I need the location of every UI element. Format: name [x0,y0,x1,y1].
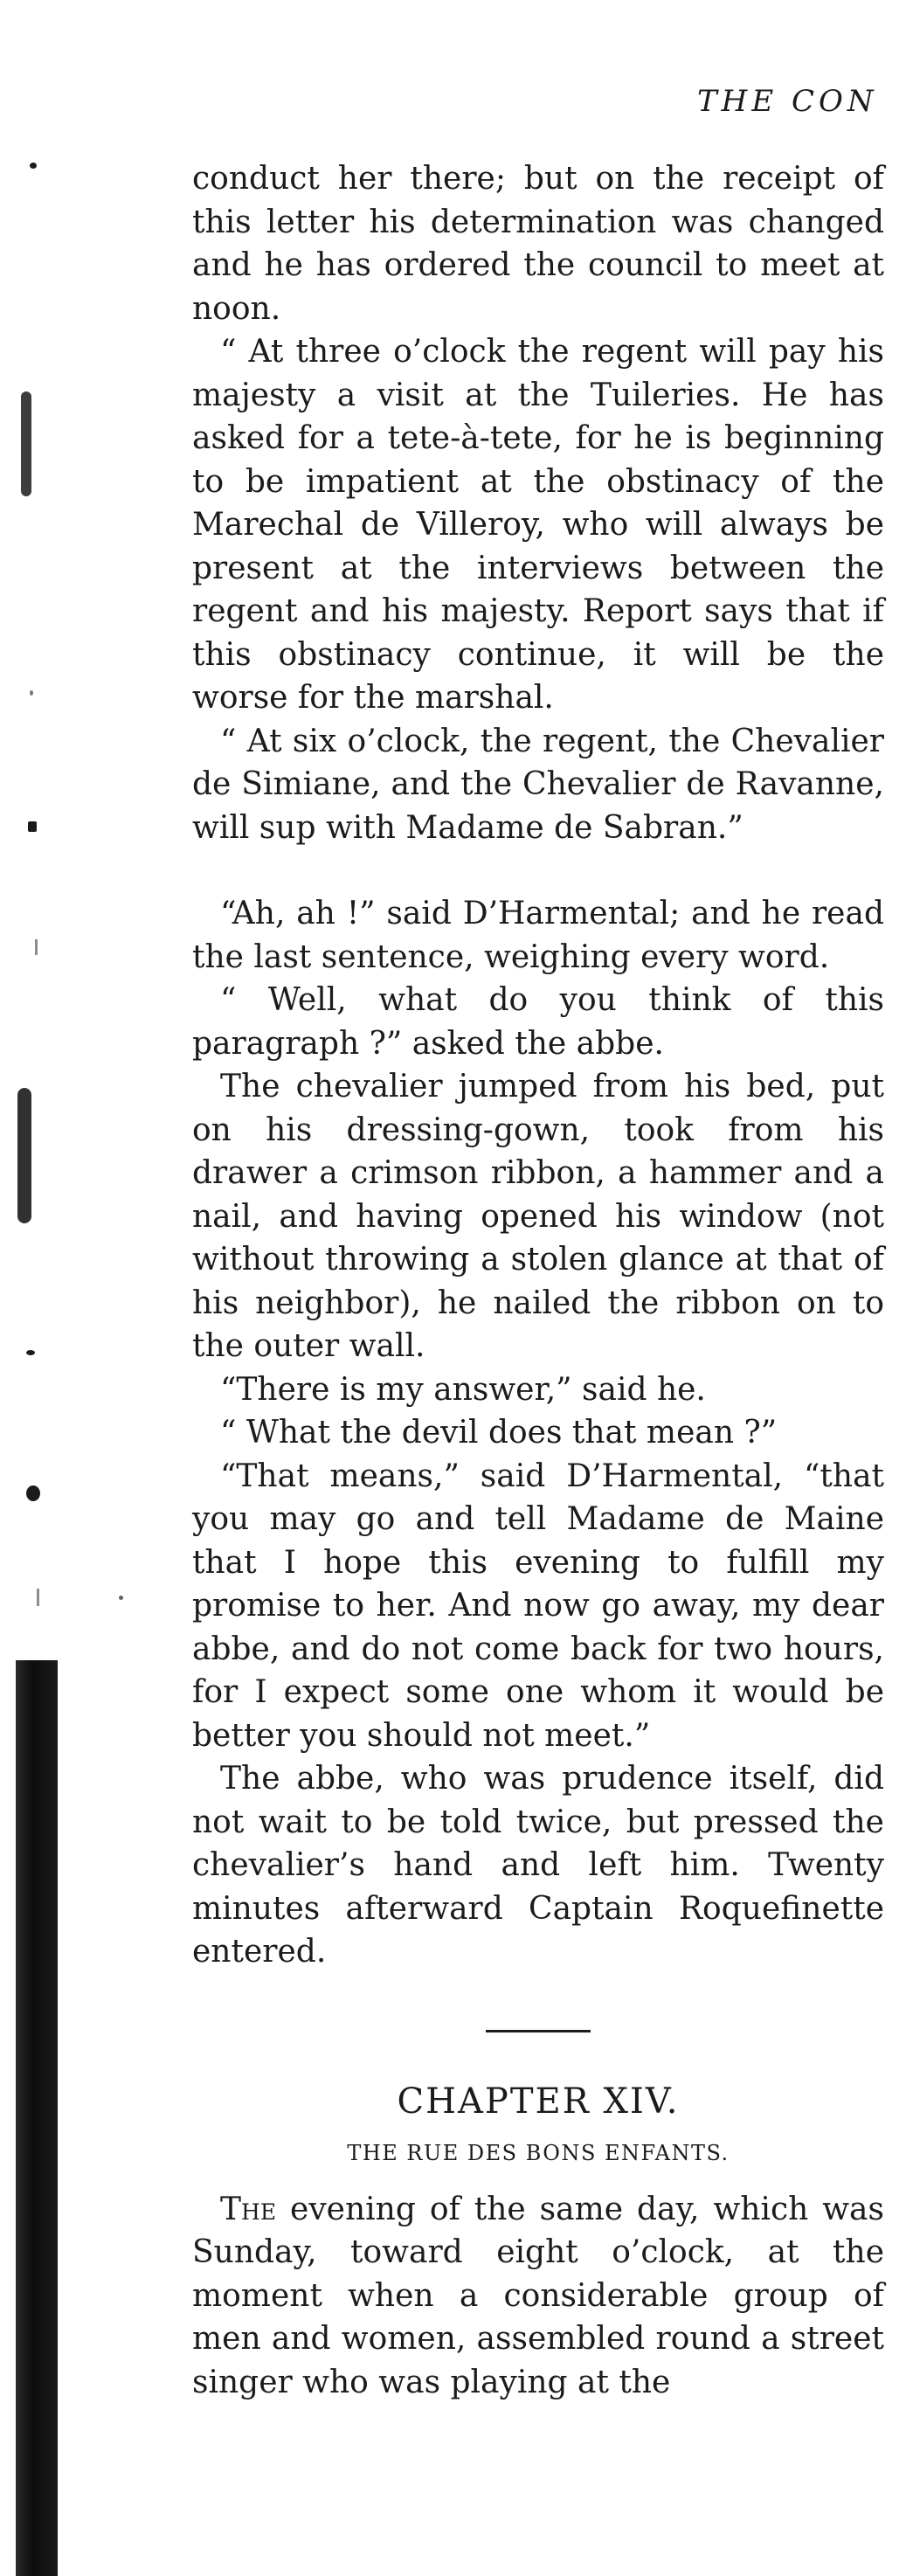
scan-speck [28,821,37,832]
section-divider [486,2030,591,2032]
scan-speck [30,690,33,696]
chapter-opening-paragraph [192,2188,884,2405]
scan-speck [21,391,31,496]
paragraph: conduct her there; but on the receipt of this letter his determination was changed and he has ordered the council to meet at noon. [192,161,884,327]
scan-speck [35,939,38,955]
paragraph: The chevalier jumped from his bed, put on his dressing-gown, took from his drawer a crimson ribbon, a hammer and a nail, and having opened his window (not without throwing a stolen glance at that of his neighbor), he nailed the ribbon on to the outer wall. [192,1069,884,1364]
running-head: THE CON [697,84,878,119]
paragraph: “ At six o’clock, the regent, the Chevalier de Simiane, and the Chevalier de Ravanne, will sup with Madame de Sabran.” [192,723,884,846]
scan-speck [26,1485,40,1501]
scan-speck [37,1589,39,1606]
text-column [192,157,884,2404]
paragraph: The abbe, who was prudence itself, did not wait to be told twice, but pressed the chevalier’s hand and left him. Twenty minutes afterward Captain Roquefinette entered. [192,1761,884,1970]
paragraph: “ At three o’clock the regent will pay his majesty a visit at the Tuileries. He has asked for a tete-à-tete, for he is beginning to be impatient at the obstinacy of the Marechal de Villeroy, who will always be present at the interviews between the regent and his majesty. Report says that if this obstinacy continue, it will be the worse for the marshal. [192,334,884,716]
scan-speck [119,1596,123,1600]
paragraph: “That means,” said D’Harmental, “that you may go and tell Madame de Maine that I hope this evening to fulfill my promise to her. And now go away, my dear abbe, and do not come back for two hours, for I expect some one whom it would be better you should not meet.” [192,1458,884,1754]
chapter-heading: CHAPTER XIV. [397,2081,680,2122]
paragraph: “There is my answer,” said he. [220,1371,706,1408]
paragraph: “Ah, ah !” said D’Harmental; and he read the last sentence, weighing every word. [192,896,884,975]
paragraph: “ Well, what do you think of this paragraph ?” asked the abbe. [192,982,884,1062]
paragraph: “ What the devil does that mean ?” [220,1415,778,1451]
scan-speck [26,1350,35,1355]
chapter-opening-text: evening of the same day, which was Sunday, toward eight o’clock, at the moment when a considerable group of men and women, assembled round a street singer who was playing at the [192,2191,884,2400]
chapter-first-word: The [220,2191,277,2227]
binding-edge-shadow [16,1660,58,2576]
chapter-subtitle: THE RUE DES BONS ENFANTS. [347,2140,730,2165]
scan-speck [30,163,37,169]
scan-speck [17,1088,31,1223]
